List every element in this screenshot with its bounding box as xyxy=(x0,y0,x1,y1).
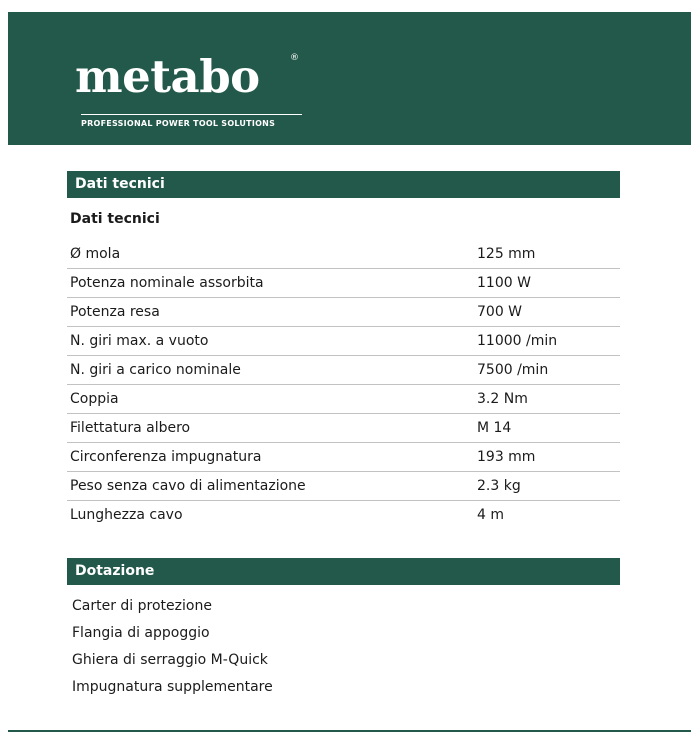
equipment-item: Carter di protezione xyxy=(72,598,212,614)
spec-row xyxy=(67,269,620,298)
spec-value: 11000 /min xyxy=(477,333,558,349)
spec-value: 4 m xyxy=(477,507,504,523)
spec-value: 193 mm xyxy=(477,449,536,465)
spec-row xyxy=(67,472,620,501)
spec-label: Filettatura albero xyxy=(70,420,191,436)
spec-value: 2.3 kg xyxy=(477,478,521,494)
spec-label: Potenza resa xyxy=(70,304,160,320)
equipment-item: Impugnatura supplementare xyxy=(72,679,273,695)
spec-row xyxy=(67,443,620,472)
spec-label: Lunghezza cavo xyxy=(70,507,183,523)
spec-row xyxy=(67,240,620,269)
specs-table xyxy=(67,240,620,530)
logo-divider xyxy=(81,114,302,115)
equipment-list xyxy=(72,593,273,701)
registered-mark: ® xyxy=(290,53,299,63)
spec-value: 7500 /min xyxy=(477,362,549,378)
spec-label: Potenza nominale assorbita xyxy=(70,275,264,291)
spec-label: Coppia xyxy=(70,391,119,407)
spec-value: 3.2 Nm xyxy=(477,391,528,407)
spec-label: Ø mola xyxy=(70,246,121,262)
spec-row xyxy=(67,385,620,414)
logo-tagline: PROFESSIONAL POWER TOOL SOLUTIONS xyxy=(81,119,276,128)
equipment-item: Flangia di appoggio xyxy=(72,625,210,641)
brand-header xyxy=(8,12,691,145)
spec-value: 1100 W xyxy=(477,275,531,291)
spec-row xyxy=(67,327,620,356)
spec-row xyxy=(67,501,620,530)
equipment-section-header: Dotazione xyxy=(67,558,620,585)
spec-label: N. giri a carico nominale xyxy=(70,362,241,378)
spec-value: 700 W xyxy=(477,304,523,320)
footer-divider xyxy=(8,730,691,732)
equipment-item: Ghiera di serraggio M-Quick xyxy=(72,652,268,668)
specs-section-header: Dati tecnici xyxy=(67,171,620,198)
spec-row xyxy=(67,298,620,327)
spec-row xyxy=(67,356,620,385)
spec-label: Circonferenza impugnatura xyxy=(70,449,262,465)
metabo-logo xyxy=(73,50,303,128)
spec-value: 125 mm xyxy=(477,246,536,262)
spec-label: Peso senza cavo di alimentazione xyxy=(70,478,306,494)
logo-wordmark: metabo xyxy=(75,50,260,103)
spec-row xyxy=(67,414,620,443)
spec-label: N. giri max. a vuoto xyxy=(70,333,209,349)
specs-subheading: Dati tecnici xyxy=(70,211,160,227)
spec-value: M 14 xyxy=(477,420,512,436)
